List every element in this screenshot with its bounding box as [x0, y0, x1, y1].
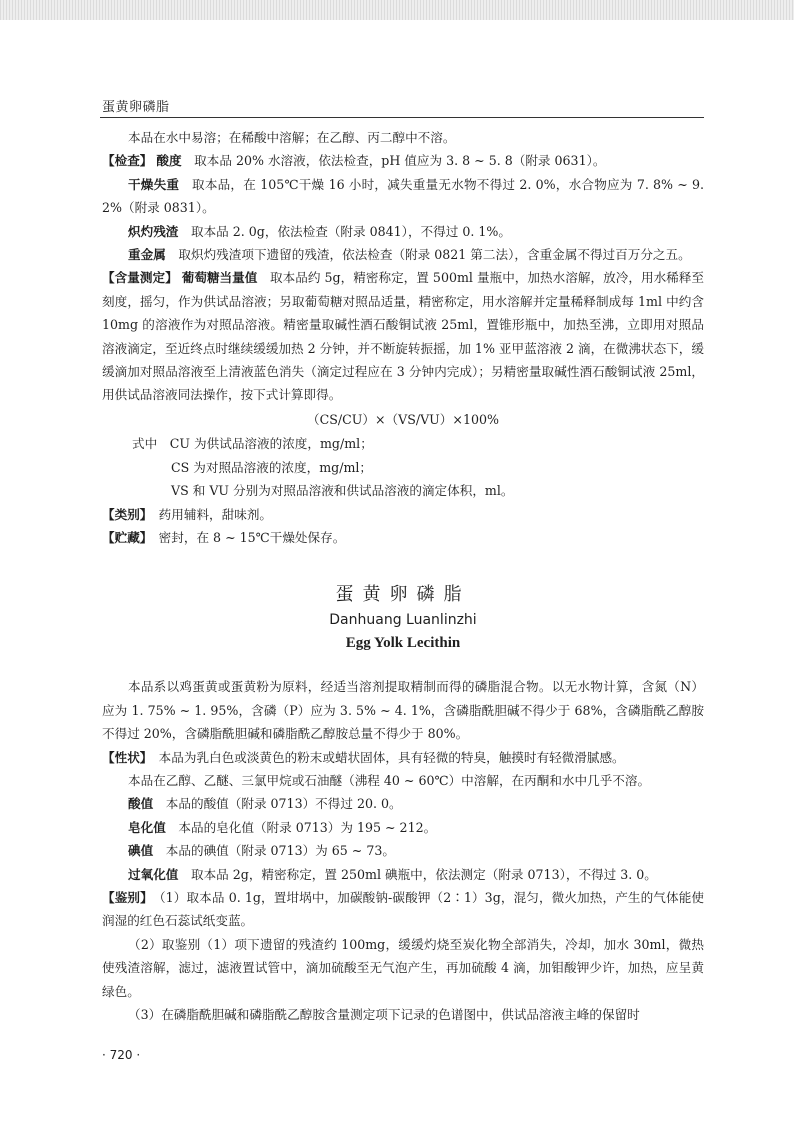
page-body: [102, 126, 704, 1026]
assay-keyword: 葡萄糖当量值: [181, 270, 258, 286]
page-number: · 720 ·: [102, 1048, 141, 1062]
acid-value-text: 本品的酸值（附录 0713）不得过 20. 0。: [165, 796, 402, 812]
iodine-keyword: 碘值: [128, 843, 154, 859]
storage-paragraph: [102, 526, 704, 549]
identification-paragraph-2: （2）取鉴别（1）项下遗留的残渣约 100mg，缓缓灼烧至炭化物全部消失，冷却，加水 30ml，微热使残渣溶解，滤过，滤液置试管中，滴加硫酸至无气泡产生，再加硫酸 4 滴，加钼酸钾少许，加热，应呈黄绿色。: [102, 936, 704, 999]
properties-tag: 【性状】: [102, 749, 147, 765]
ignition-text: 取本品 2. 0g，依法检查（附录 0841），不得过 0. 1%。: [190, 223, 511, 239]
drying-keyword: 干燥失重: [128, 176, 180, 192]
metal-text: 取炽灼残渣项下遗留的残渣，依法检查（附录 0821 第二法），含重金属不得过百万分之五。: [178, 247, 691, 263]
variable-cu: [102, 432, 704, 455]
title-gap: [102, 655, 704, 675]
metal-keyword: 重金属: [128, 247, 166, 263]
section-gap: [102, 549, 704, 581]
assay-formula: （CS/CU）×（VS/VU）×100%: [307, 411, 499, 427]
peroxide-keyword: 过氧化值: [128, 866, 179, 882]
acid-value-paragraph: [102, 792, 704, 815]
properties-paragraph: [102, 746, 704, 769]
assay-text: 取本品约 5g，精密称定，置 500ml 量瓶中，加热水溶解，放冷，用水稀释至刻度，摇匀，作为供试品溶液；另取葡萄糖对照品适量，精密称定，用水溶解并定量稀释制成每 1ml 中约含 10mg 的溶液作为对照品溶液。精密量取碱性酒石酸铜试液 25ml，置锥形瓶中，加热至沸，立即用对照品溶液滴定，至近终点时继续缓缓加热 2 分钟，并不断旋转振摇，加 1% 亚甲蓝溶液 2 滴，在微沸状态下，缓缓滴加对照品溶液至上清液蓝色消失（滴定过程应在 3 分钟内完成）；另精密量取碱性酒石酸铜试液 25ml，用供试品溶液同法操作，按下式计算即得。: [102, 270, 705, 403]
properties-solubility: 本品在乙醇、乙醚、三氯甲烷或石油醚（沸程 40 ~ 60℃）中溶解，在丙酮和水中几乎不溶。: [128, 772, 651, 788]
storage-text: 密封，在 8 ~ 15℃干燥处保存。: [158, 529, 346, 545]
acidity-paragraph: [102, 149, 704, 172]
storage-tag: 【贮藏】: [102, 529, 147, 545]
metal-paragraph: [102, 243, 704, 266]
variable-cu-text: CU 为供试品溶液的浓度，mg/ml；: [169, 436, 373, 452]
acid-value-keyword: 酸值: [128, 796, 154, 812]
variable-v: VS 和 VU 分别为对照品溶液和供试品溶液的滴定体积，ml。: [171, 483, 514, 499]
drying-paragraph: [102, 173, 704, 220]
identification-paragraph-1: [102, 886, 704, 933]
peroxide-text: 取本品 2g，精密称定，置 250ml 碘瓶中，依法测定（附录 0713），不得过 3. 0。: [190, 866, 657, 882]
identification-paragraph-3: （3）在磷脂酰胆碱和磷脂酰乙醇胺含量测定项下记录的色谱图中，供试品溶液主峰的保留时: [128, 1007, 640, 1022]
check-tag: 【检查】: [102, 153, 153, 169]
acidity-keyword: 酸度: [156, 153, 182, 169]
monograph-title-pinyin: Danhuang Luanlinzhi: [329, 612, 477, 629]
peroxide-paragraph: [102, 863, 704, 886]
running-head: 蛋黄卵磷脂: [102, 100, 170, 115]
iodine-paragraph: [102, 839, 704, 862]
variable-intro: 式中: [132, 436, 158, 452]
page-top-edge: [0, 0, 794, 20]
identification-1-text: （1）取本品 0. 1g，置坩埚中，加碳酸钠-碳酸钾（2∶1）3g，混匀，微火加热，产生的气体能使润湿的红色石蕊试纸变蓝。: [102, 889, 705, 929]
solubility-paragraph: 本品在水中易溶；在稀酸中溶解；在乙醇、丙二醇中不溶。: [128, 130, 456, 145]
assay-paragraph: [102, 266, 704, 406]
saponification-text: 本品的皂化值（附录 0713）为 195 ~ 212。: [178, 819, 437, 835]
monograph-title-chinese: 蛋黄卵磷脂: [335, 584, 471, 606]
monograph-title-english: Egg Yolk Lecithin: [345, 635, 461, 652]
identification-tag: 【鉴别】: [102, 889, 147, 905]
category-paragraph: [102, 503, 704, 526]
iodine-text: 本品的碘值（附录 0713）为 65 ~ 73。: [165, 843, 395, 859]
saponification-keyword: 皂化值: [128, 819, 166, 835]
category-tag: 【类别】: [102, 506, 147, 522]
variable-cs: CS 为对照品溶液的浓度，mg/ml；: [171, 459, 373, 475]
drying-text: 取本品，在 105℃干燥 16 小时，减失重量无水物不得过 2. 0%，水合物应为 7. 8% ~ 9. 2%（附录 0831）。: [102, 176, 705, 216]
intro-paragraph: 本品系以鸡蛋黄或蛋黄粉为原料，经适当溶剂提取精制而得的磷脂混合物。以无水物计算，含氮（N）应为 1. 75% ~ 1. 95%，含磷（P）应为 3. 5% ~ 4. 1%，含磷脂酰胆碱不得少于 68%，含磷脂酰乙醇胺不得过 20%，含磷脂酰胆碱和磷脂酰乙醇胺总量不得少于 80%。: [102, 679, 704, 742]
ignition-keyword: 炽灼残渣: [128, 223, 179, 239]
header-rule: [100, 117, 704, 118]
category-text: 药用辅料，甜味剂。: [158, 506, 273, 522]
assay-tag: 【含量测定】: [102, 270, 178, 286]
acidity-text: 取本品 20% 水溶液，依法检查，pH 值应为 3. 8 ~ 5. 8（附录 0631）。: [194, 153, 606, 169]
saponification-paragraph: [102, 816, 704, 839]
properties-text: 本品为乳白色或淡黄色的粉末或蜡状固体，具有轻微的特臭，触摸时有轻微滑腻感。: [158, 749, 625, 765]
ignition-paragraph: [102, 220, 704, 243]
